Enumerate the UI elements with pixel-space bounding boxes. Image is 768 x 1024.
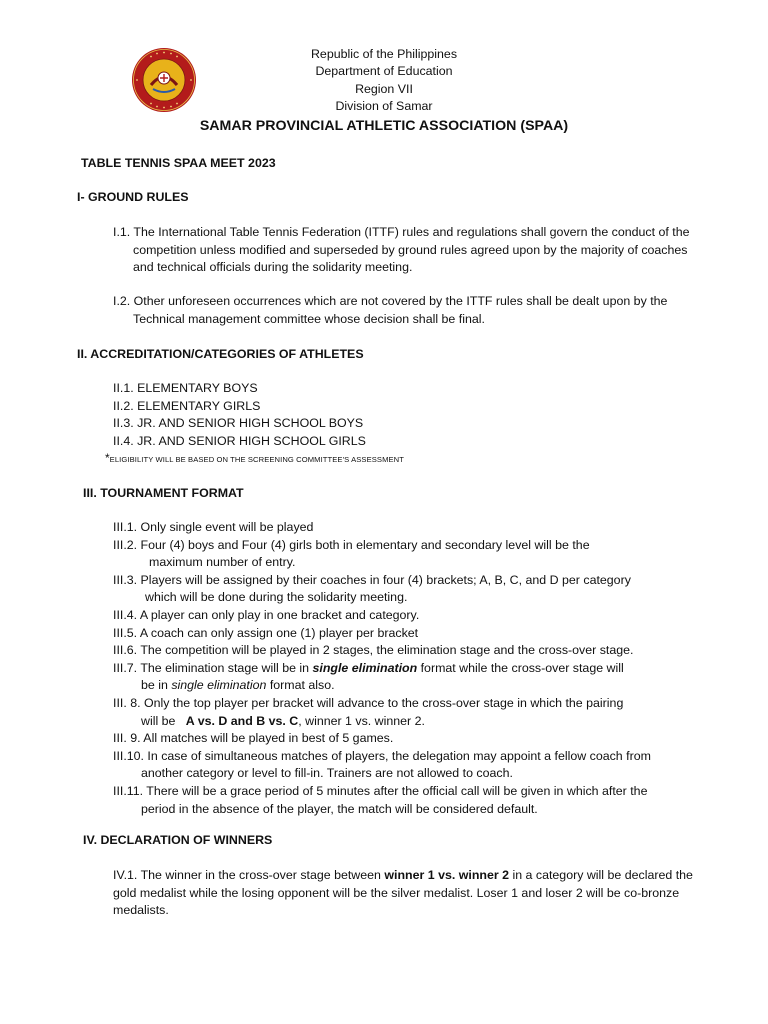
rule-iii8-cont	[113, 713, 651, 731]
rule-iii7-text: III.7. The elimination stage will be in	[113, 660, 313, 675]
rule-iii7-text: format also.	[266, 678, 335, 693]
rule-iii3: III.3. Players will be assigned by their coaches in four (4) brackets; A, B, C, and D per category	[113, 572, 631, 587]
letterhead	[0, 46, 768, 135]
note-text: ELIGIBILITY WILL BE BASED ON THE SCREENING COMMITTEE'S ASSESSMENT	[109, 455, 404, 464]
list-item: II.2. ELEMENTARY GIRLS	[113, 398, 261, 413]
rule-iii8: III. 8. Only the top player per bracket will advance to the cross-over stage in which the pairing	[113, 695, 624, 710]
rule-iv1-text: in a category will be declared the	[509, 868, 693, 882]
rule-iv1-text: IV.1. The winner in the cross-over stage between	[113, 868, 385, 882]
rule-iv1-line: medalists.	[113, 903, 169, 918]
section-heading-tournament-format: III. TOURNAMENT FORMAT	[83, 486, 244, 500]
rule-i1	[113, 224, 690, 277]
rule-iv1-emphasis: winner 1 vs. winner 2	[384, 868, 510, 882]
eligibility-note	[105, 450, 404, 468]
rule-iii8-pairing: A vs. D and B vs. C	[185, 713, 299, 728]
category-list	[113, 380, 366, 450]
rule-iii7-cont	[113, 677, 651, 695]
rule-iii10: III.10. In case of simultaneous matches of players, the delegation may appoint a fellow coach from	[113, 748, 651, 763]
organization-title: SAMAR PROVINCIAL ATHLETIC ASSOCIATION (SPAA)	[199, 117, 569, 134]
rule-iii2-cont: maximum number of entry.	[149, 555, 296, 570]
rule-iii3-cont: which will be done during the solidarity meeting.	[145, 590, 408, 605]
rule-iii11-cont: period in the absence of the player, the match will be considered default.	[141, 801, 538, 816]
note-asterisk: *	[105, 451, 110, 465]
header-line-department: Department of Education	[315, 64, 453, 79]
section-heading-ground-rules: I- GROUND RULES	[77, 190, 189, 204]
rule-i1-line: and technical officials during the solidarity meeting.	[133, 260, 413, 275]
rule-iii11: III.11. There will be a grace period of 5 minutes after the official call will be given in which after the	[113, 783, 648, 798]
section-heading-accreditation: II. ACCREDITATION/CATEGORIES OF ATHLETES	[77, 347, 364, 361]
rule-iii2: III.2. Four (4) boys and Four (4) girls both in elementary and secondary level will be the	[113, 537, 590, 552]
rule-iii7-text: be in	[141, 678, 172, 693]
rule-iii1: III.1. Only single event will be played	[113, 520, 314, 534]
header-line-republic: Republic of the Philippines	[310, 47, 458, 61]
rule-iii9: III. 9. All matches will be played in best of 5 games.	[113, 731, 394, 746]
rule-i1-line: competition unless modified and superseded by ground rules agreed upon by the majority of coaches	[133, 242, 688, 257]
header-line-division: Division of Samar	[335, 99, 433, 114]
rule-i2-line: I.2. Other unforeseen occurrences which are not covered by the ITTF rules shall be dealt upon by the	[113, 294, 668, 308]
rule-iii5: III.5. A coach can only assign one (1) player per bracket	[113, 625, 419, 640]
rule-iii7	[113, 660, 651, 678]
list-item: II.3. JR. AND SENIOR HIGH SCHOOL BOYS	[113, 416, 364, 431]
document-title: TABLE TENNIS SPAA MEET 2023	[81, 156, 276, 170]
header-line-region: Region VII	[355, 81, 413, 96]
rule-iv1-line: gold medalist while the losing opponent will be the silver medalist. Loser 1 and loser 2 will be co-bronze	[113, 885, 680, 900]
tournament-rules	[113, 519, 651, 818]
section-heading-declaration-of-winners: IV. DECLARATION OF WINNERS	[83, 833, 273, 847]
rule-iii7-emphasis: single elimination	[312, 660, 418, 675]
rule-iv1	[113, 867, 693, 920]
list-item: II.4. JR. AND SENIOR HIGH SCHOOL GIRLS	[113, 433, 366, 448]
rule-iv1-line	[113, 867, 693, 885]
rule-iii8-text: will be	[141, 713, 176, 728]
rule-i2-line: Technical management committee whose decision shall be final.	[133, 311, 485, 326]
rule-i2	[113, 293, 667, 328]
rule-iii7-emphasis: single elimination	[171, 678, 267, 693]
rule-iii10-cont: another category or level to fill-in. Trainers are not allowed to coach.	[141, 766, 513, 781]
rule-iii4: III.4. A player can only play in one bracket and category.	[113, 607, 420, 622]
rule-iii7-text: format while the cross-over stage will	[417, 660, 624, 675]
rule-iii8-text: , winner 1 vs. winner 2.	[298, 713, 425, 728]
rule-iii6: III.6. The competition will be played in 2 stages, the elimination stage and the cross-over stage.	[113, 643, 634, 658]
rule-i1-line: I.1. The International Table Tennis Federation (ITTF) rules and regulations shall govern the conduct of the	[113, 225, 690, 239]
list-item: II.1. ELEMENTARY BOYS	[113, 381, 258, 395]
